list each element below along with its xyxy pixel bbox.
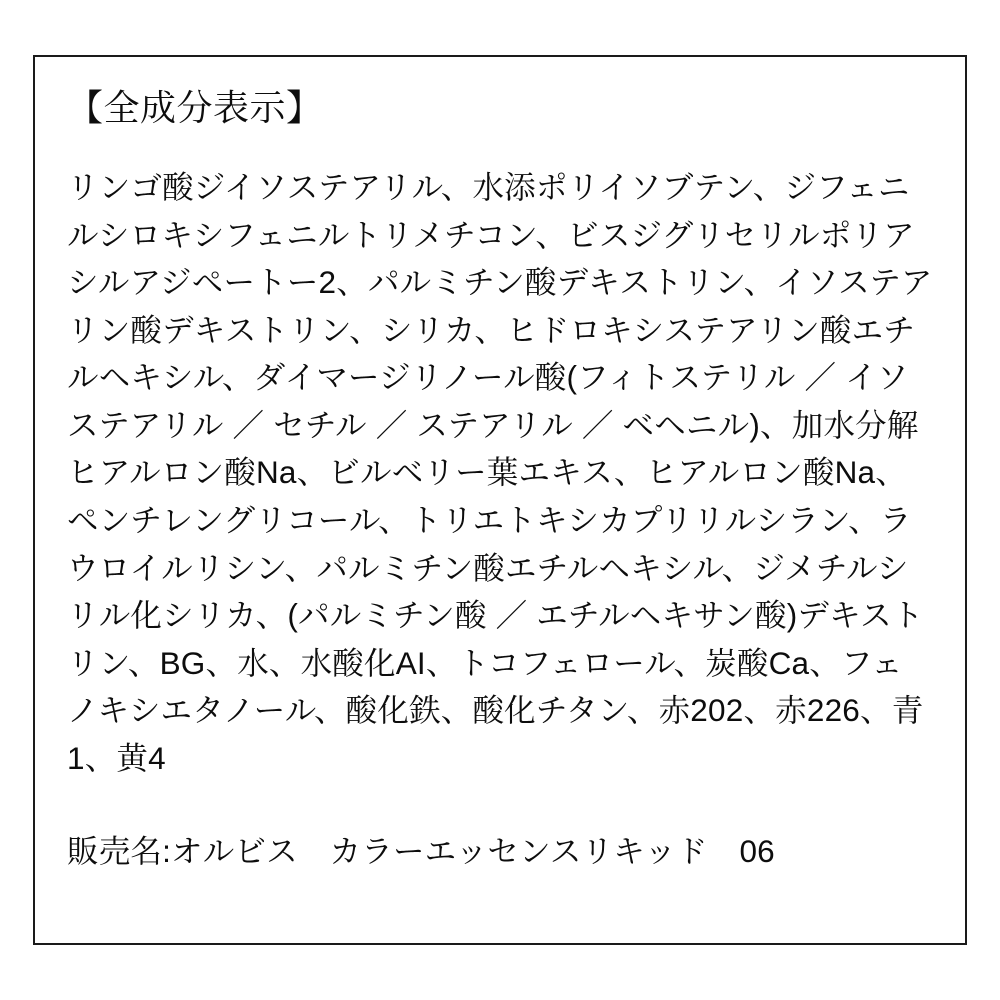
seller-product-name: 販売名:オルビス カラーエッセンスリキッド 06: [67, 833, 775, 870]
panel-content: [67, 85, 935, 876]
ingredients-panel: [33, 55, 967, 945]
ingredients-list-text: リンゴ酸ジイソステアリル、水添ポリイソブテン、ジフェニルシロキシフェニルトリメチコン、ビスジグリセリルポリアシルアジペートー2、パルミチン酸デキストリン、イソステアリン酸デキストリン、シリカ、ヒドロキシステアリン酸エチルヘキシル、ダイマージリノール酸(フィトステリル ／ イソステアリル ／ セチル ／ ステアリル ／ ベヘニル)、加水分解ヒアルロン酸Na、ビルベリー葉エキス、ヒアルロン酸Na、ペンチレングリコール、トリエトキシカプリリルシラン、ラウロイルリシン、パルミチン酸エチルヘキシル、ジメチルシリル化シリカ、(パルミチン酸 ／ エチルヘキサン酸)デキストリン、BG、水、水酸化AI、トコフェロール、炭酸Ca、フェノキシエタノール、酸化鉄、酸化チタン、赤202、赤226、青1、黄4: [67, 169, 933, 776]
ingredients-heading: 【全成分表示】: [67, 87, 323, 128]
